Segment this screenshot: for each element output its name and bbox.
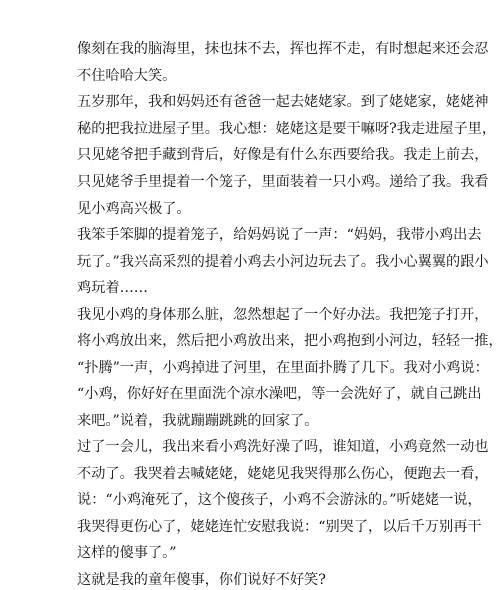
text-line: 鸡玩着…… bbox=[77, 280, 148, 296]
text-line: 不住哈哈大笑。 bbox=[77, 68, 177, 84]
text-line: 秘的把我拉进屋子里。我心想：姥姥这是要干嘛呀?我走进屋子里， bbox=[77, 121, 497, 137]
text-line: 来吧。”说着，我就蹦蹦跳跳的回家了。 bbox=[77, 413, 319, 429]
text-line: 见小鸡高兴极了。 bbox=[77, 201, 191, 217]
text-line: 这样的傻事了。” bbox=[77, 545, 177, 561]
text-line: 过了一会儿，我出来看小鸡洗好澡了吗，谁知道，小鸡竟然一动也 bbox=[77, 439, 489, 455]
text-line: 将小鸡放出来，然后把小鸡放出来，把小鸡抱到小河边，轻轻一推， bbox=[77, 333, 503, 349]
text-line: 说：“小鸡淹死了，这个傻孩子，小鸡不会游泳的。”听姥姥一说， bbox=[77, 492, 482, 508]
text-line: 不动了。我哭着去喊姥姥，姥姥见我哭得那么伤心，便跑去一看， bbox=[77, 466, 489, 482]
text-line: 只见姥爷手里提着一个笼子，里面装着一只小鸡。递给了我。我看 bbox=[77, 174, 489, 190]
text-line: 五岁那年，我和妈妈还有爸爸一起去姥姥家。到了姥姥家，姥姥神 bbox=[77, 94, 489, 110]
text-line: 这就是我的童年傻事，你们说好不好笑? bbox=[77, 572, 326, 588]
text-line: “小鸡，你好好在里面洗个凉水澡吧，等一会洗好了，就自己跳出 bbox=[77, 386, 482, 402]
text-line: 我见小鸡的身体那么脏，忽然想起了一个好办法。我把笼子打开， bbox=[77, 307, 489, 323]
text-line: 我哭得更伤心了，姥姥连忙安慰我说：“别哭了，以后千万别再干 bbox=[77, 519, 482, 535]
text-line: 像刻在我的脑海里，抹也抹不去，挥也挥不走，有时想起来还会忍 bbox=[77, 41, 489, 57]
text-line: 玩了。”我兴高采烈的提着小鸡去小河边玩去了。我小心翼翼的跟小 bbox=[77, 254, 489, 270]
text-line: 我笨手笨脚的提着笼子，给妈妈说了一声：“妈妈，我带小鸡出去 bbox=[77, 227, 482, 243]
text-line: 只见姥爷把手藏到背后，好像是有什么东西要给我。我走上前去， bbox=[77, 147, 489, 163]
text-line: “扑腾”一声，小鸡掉进了河里，在里面扑腾了几下。我对小鸡说： bbox=[77, 360, 489, 376]
